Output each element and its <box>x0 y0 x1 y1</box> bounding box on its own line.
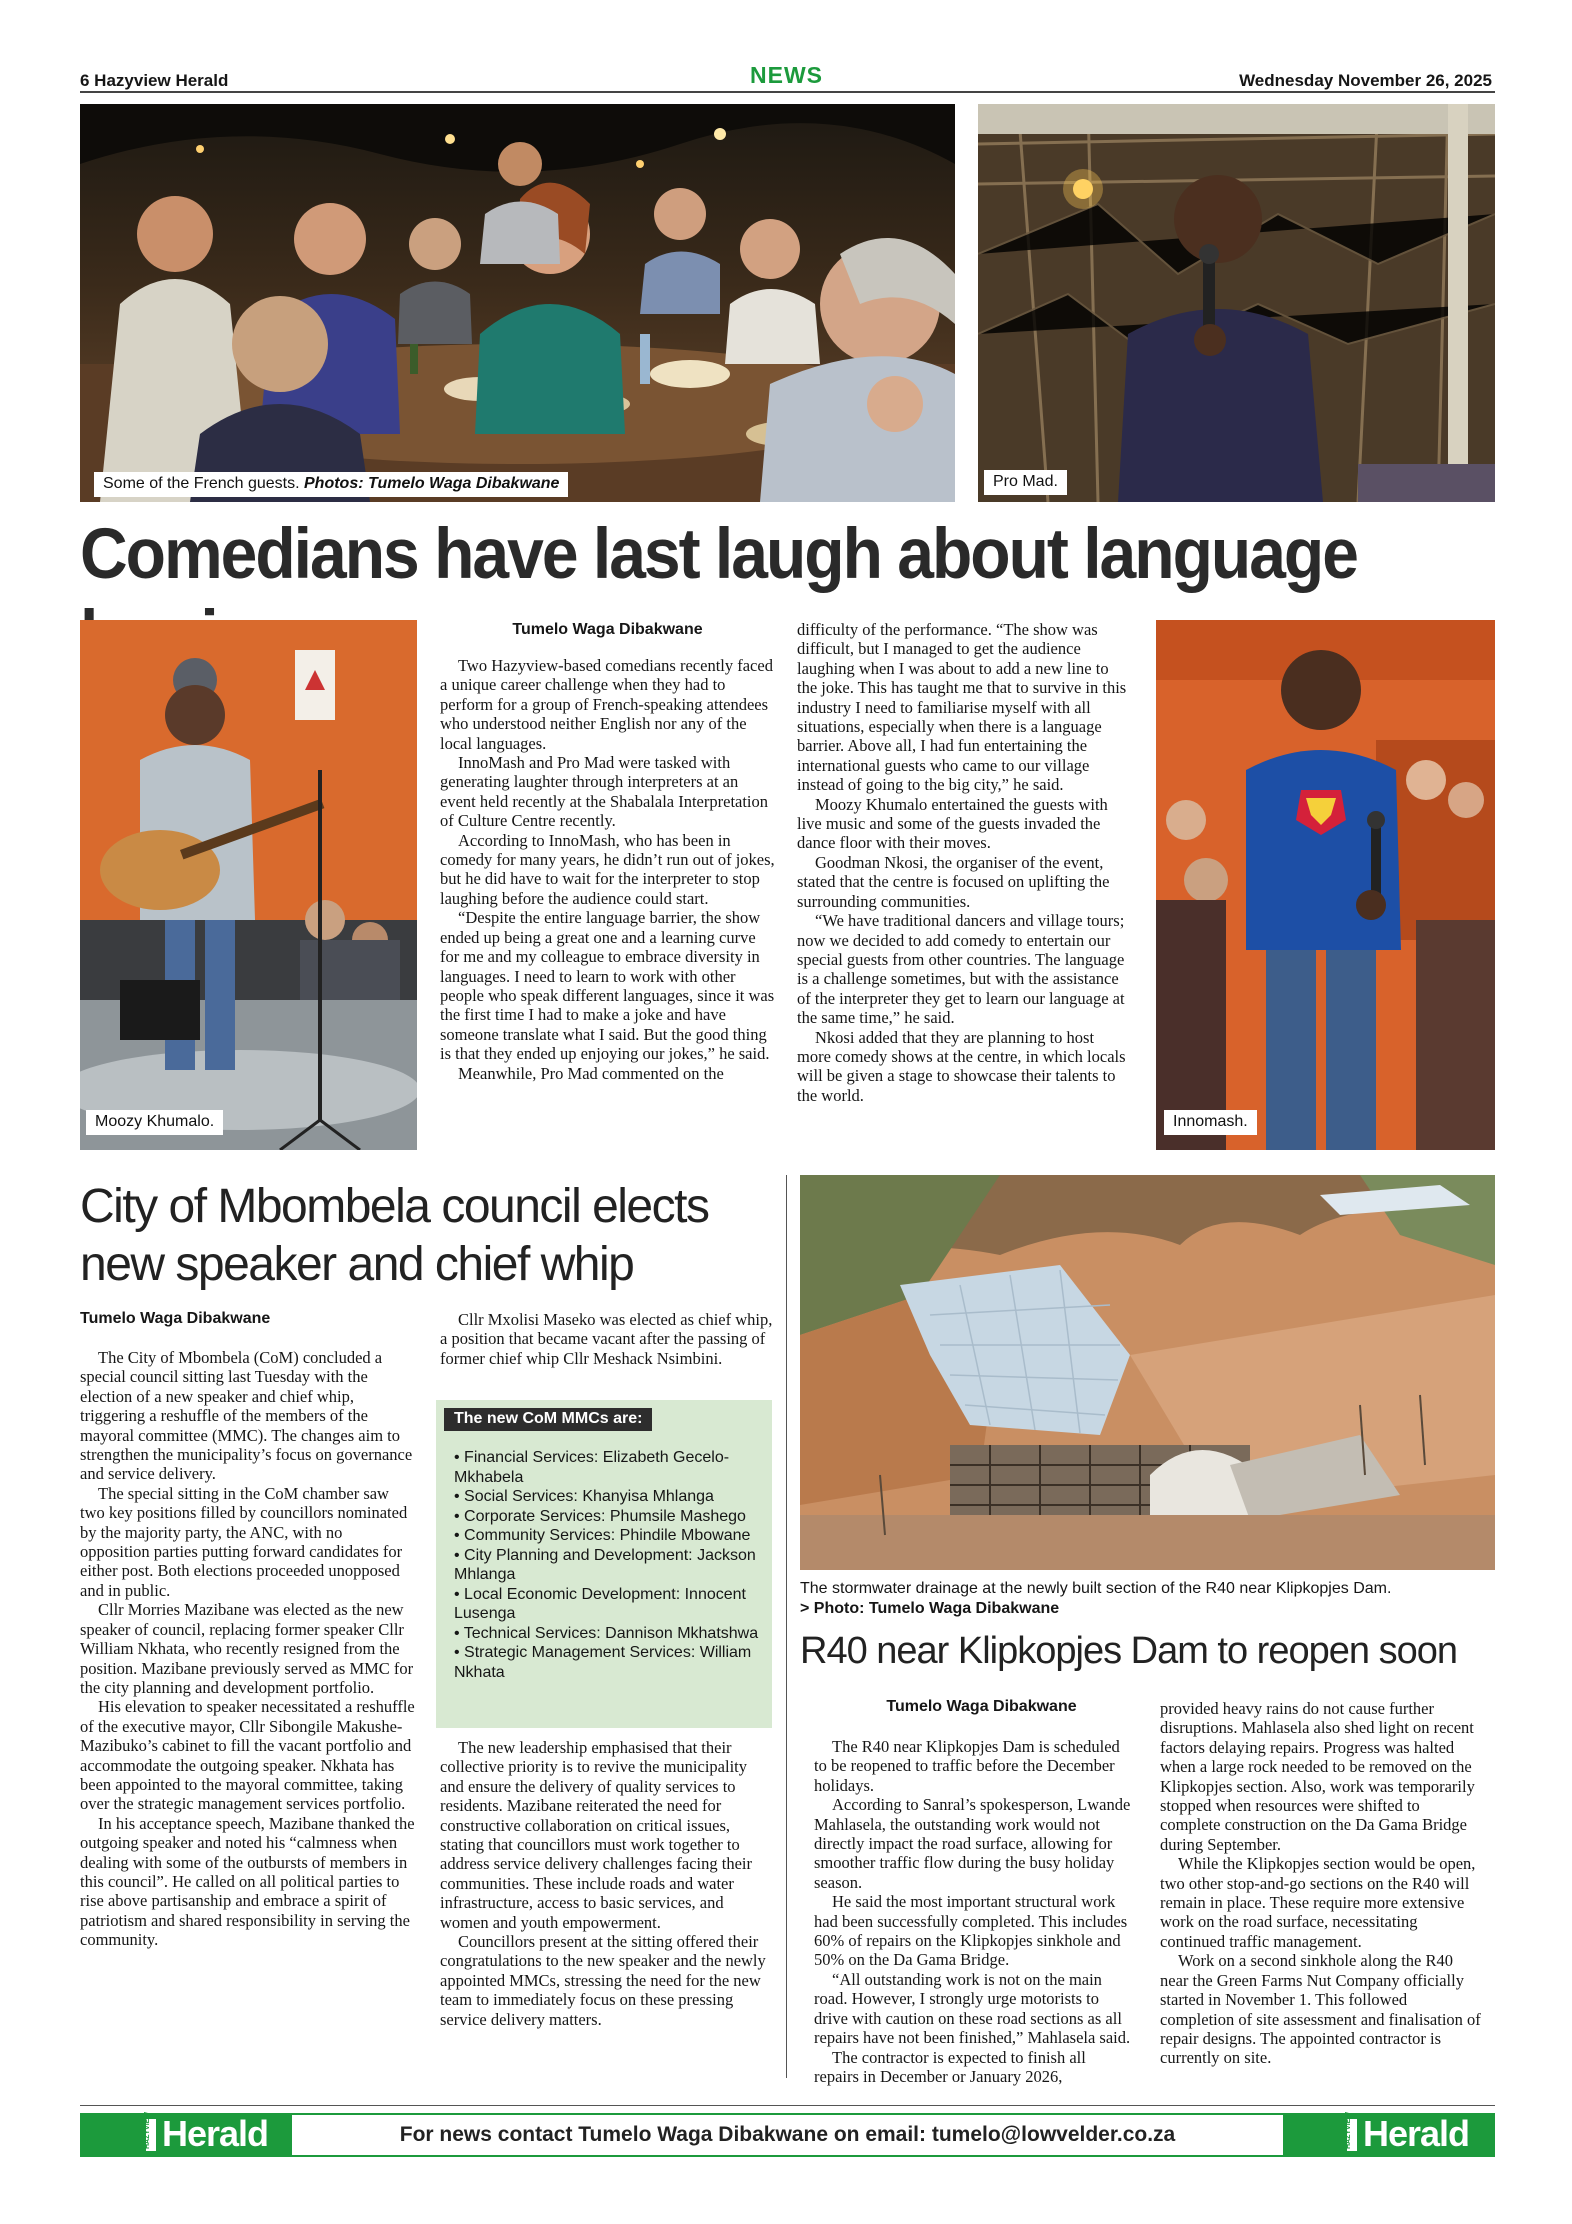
footer-bar <box>80 2113 1495 2157</box>
mmc-list <box>454 1448 766 1682</box>
paragraph: Work on a second sinkhole along the R40 near the Green Farms Nut Company officially started in November 1. This followed completion of site assessment and finalisation of repair designs. The appointed contractor is currently on site. <box>1160 1951 1481 2068</box>
paragraph: According to Sanral’s spokesperson, Lwande Mahlasela, the outstanding work would not directly impact the road surface, allowing for smoother traffic flow during the busy holiday season. <box>814 1795 1131 1892</box>
story1-column-2 <box>797 620 1132 1105</box>
paragraph: Cllr Morries Mazibane was elected as the new speaker of council, replacing former speaker Cllr William Nkhata, who recently resigned from the position. Mazibane previously served as MMC for the city planning and development portfolio. <box>80 1600 414 1697</box>
story2-column-1 <box>80 1348 415 1950</box>
mmc-list-item: • Community Services: Phindile Mbowane <box>454 1527 751 1544</box>
page-label: 6 Hazyview Herald <box>80 71 229 90</box>
mmc-list-item: • Strategic Management Services: William Nkhata <box>454 1644 752 1681</box>
paragraph: difficulty of the performance. “The show was difficult, but I managed to get the audience laughing when I was about to add a new line to the joke. This has taught me that to survive in this industry I need to familiarise myself with all situations, especially when there is a language barrier. Above all, I had fun entertaining the international guests who came to our village instead of going to the big city,” he said. <box>797 620 1127 795</box>
photo-caption-pro-mad: Pro Mad. <box>984 470 1067 495</box>
logo-small-text: HAZYVIEW <box>144 2112 151 2149</box>
paragraph: The City of Mbombela (CoM) concluded a special council sitting last Tuesday with the election of a new speaker and chief whip, triggering a reshuffle of the members of the mayoral committee (MMC). The changes aim to strengthen the municipality’s focus on governance and service delivery. <box>80 1348 413 1484</box>
mmc-list-item: • City Planning and Development: Jackson Mhlanga <box>454 1546 756 1583</box>
paragraph: The R40 near Klipkopjes Dam is scheduled to be reopened to traffic before the December holidays. <box>814 1737 1120 1795</box>
paragraph: Goodman Nkosi, the organiser of the event, stated that the centre is focused on uplifting the surrounding communities. <box>797 852 1110 911</box>
header-rule <box>80 91 1495 93</box>
footer-contact: For news contact Tumelo Waga Dibakwane on email: tumelo@lowvelder.co.za <box>399 2123 1176 2146</box>
paragraph: provided heavy rains do not cause further disruptions. Mahlasela also shed light on recent factors delaying repairs. Progress was halted when a large rock needed to be removed on the Klipkopjes section. Also, work was temporarily stopped when resources were shifted to complete construction on the Da Gama Bridge during September. <box>1160 1699 1475 1854</box>
paragraph: Two Hazyview-based comedians recently faced a unique career challenge when they had to perform for a group of French-speaking attendees who understood neither English nor any of the local languages. <box>440 656 773 753</box>
paragraph: His elevation to speaker necessitated a reshuffle of the executive mayor, Cllr Sibongile Makushe-Mazibuko’s cabinet to fill the vacant portfolio and accommodate the outgoing speaker. Nkhata has been appointed to the mayoral committee, taking over the strategic management services portfolio. <box>80 1697 415 1814</box>
logo-text: Herald <box>1363 2113 1470 2154</box>
caption-text: The stormwater drainage at the newly built section of the R40 near Klipkopjes Dam. <box>800 1580 1392 1597</box>
footer-rule <box>80 2105 1495 2106</box>
mmc-box-title: The new CoM MMCs are: <box>444 1408 652 1431</box>
photo-moozy-khumalo <box>80 620 417 1150</box>
mmc-list-item: • Corporate Services: Phumsile Mashego <box>454 1507 746 1525</box>
caption-credit: > Photo: Tumelo Waga Dibakwane <box>800 1600 1060 1617</box>
herald-logo-left <box>82 2112 292 2155</box>
photo-caption-french-guests <box>94 472 568 497</box>
paragraph: The new leadership emphasised that their collective priority is to revive the municipality and ensure the delivery of quality services to residents. Mazibane reiterated the need for constructive collaboration on critical issues, stating that councillors must work together to address service delivery challenges facing their communities. These include roads and water infrastructure, access to basic services, and women and youth empowerment. <box>440 1738 752 1932</box>
story3-byline: Tumelo Waga Dibakwane <box>886 1698 1077 1715</box>
paragraph: InnoMash and Pro Mad were tasked with generating laughter through interpreters at an event held recently at the Shabalala Interpretation of Culture Centre recently. <box>440 753 769 831</box>
mmc-list-item: • Social Services: Khanyisa Mhlanga <box>454 1488 714 1505</box>
story1-column-1 <box>440 656 775 1083</box>
mmc-list-item: • Technical Services: Dannison Mkhatshwa <box>454 1624 759 1642</box>
photo-caption-moozy: Moozy Khumalo. <box>86 1110 223 1135</box>
logo-text: Herald <box>162 2113 269 2154</box>
story2-byline: Tumelo Waga Dibakwane <box>80 1310 271 1327</box>
photo-caption-innomash: Innomash. <box>1164 1110 1257 1135</box>
logo-small-text: HAZYVIEW <box>1345 2112 1352 2149</box>
story2-headline <box>80 1178 780 1294</box>
photo-french-guests <box>80 104 955 502</box>
story3-photo-caption <box>800 1579 1495 1619</box>
story1-byline: Tumelo Waga Dibakwane <box>512 621 703 638</box>
paragraph: The special sitting in the CoM chamber saw two key positions filled by councillors nominated by the majority party, the ANC, with no opposition parties putting forward candidates for either post. Both elections proceeded unopposed and in public. <box>80 1483 408 1600</box>
herald-logo-right <box>1283 2112 1493 2155</box>
story3-column-1 <box>814 1737 1134 2086</box>
paragraph: Nkosi added that they are planning to host more comedy shows at the centre, in which locals will be given a stage to showcase their talents to the world. <box>797 1027 1126 1105</box>
story3-column-2 <box>1160 1699 1482 2068</box>
photo-pro-mad <box>978 104 1495 502</box>
paragraph: He said the most important structural work had been successfully completed. This includes 60% of repairs on the Klipkopjes sinkhole and 50% on the Da Gama Bridge. <box>814 1892 1128 1970</box>
paragraph: “All outstanding work is not on the main road. However, I strongly urge motorists to drive with caution on these road sections as all repairs have not been finished,” Mahlasela said. <box>814 1969 1131 2048</box>
story3-headline: R40 near Klipkopjes Dam to reopen soon <box>800 1630 1457 1672</box>
paragraph: Meanwhile, Pro Mad commented on the <box>458 1063 724 1083</box>
headline-line: City of Mbombela council elects <box>80 1180 709 1233</box>
mmc-list-item: • Financial Services: Elizabeth Gecelo-Mkhabela <box>454 1449 730 1486</box>
paragraph: “We have traditional dancers and village tours; now we decided to add comedy to entertain our special guests from other countries. The language is a challenge sometimes, but with the assistance of the interpreter they get to learn our language at the same time,” he said. <box>797 911 1125 1028</box>
story1-headline: Comedians have last laugh about language <box>80 513 1357 593</box>
paragraph: The contractor is expected to finish all repairs in December or January 2026, <box>814 2047 1086 2086</box>
paragraph: Councillors present at the sitting offered their congratulations to the new speaker and the newly appointed MMCs, stressing the need for the new team to immediately focus on these pressing service delivery matters. <box>440 1932 766 2029</box>
photo-innomash <box>1156 620 1495 1150</box>
photo-stormwater-drainage <box>800 1175 1495 1570</box>
mmc-list-item: • Local Economic Development: Innocent Lusenga <box>454 1585 746 1622</box>
paragraph: According to InnoMash, who has been in comedy for many years, he didn’t run out of jokes, but he did have to wait for the interpreter to stop laughing before the audience could start. <box>440 830 775 908</box>
paragraph: Cllr Mxolisi Maseko was elected as chief whip, a position that became vacant after the passing of former chief whip Cllr Meshack Nsimbini. <box>440 1310 773 1368</box>
paragraph: Moozy Khumalo entertained the guests with live music and some of the guests invaded the dance floor with their moves. <box>797 794 1108 853</box>
story2-column-2-bottom <box>440 1738 773 2029</box>
story2-column-2-top <box>440 1310 773 1368</box>
paragraph: “Despite the entire language barrier, the show ended up being a great one and a learning curve for me and my colleague to embrace diversity in languages. I need to learn to work with other people who speak different languages, since it was the first time I had to make a joke and have someone translate what I said. But the good thing is that they ended up enjoying our jokes,” he said. <box>440 908 775 1064</box>
paragraph: In his acceptance speech, Mazibane thanked the outgoing speaker and noted his “calmness when dealing with some of the outbursts of members in this council”. He called on all political parties to rise above partisanship and embrace a spirit of patriotism and shared responsibility in serving the community. <box>80 1813 415 1950</box>
mmc-box <box>436 1400 772 1728</box>
caption-text: Some of the French guests. <box>103 475 300 492</box>
column-divider <box>786 1175 787 2078</box>
issue-date: Wednesday November 26, 2025 <box>1239 71 1492 90</box>
headline-line: new speaker and chief whip <box>80 1238 634 1291</box>
section-title: NEWS <box>750 62 823 88</box>
paragraph: While the Klipkopjes section would be open, two other stop-and-go sections on the R40 will remain in place. These require more extensive work on the road surface, necessitating continued traffic management. <box>1160 1854 1476 1951</box>
caption-credit: Photos: Tumelo Waga Dibakwane <box>304 475 560 492</box>
